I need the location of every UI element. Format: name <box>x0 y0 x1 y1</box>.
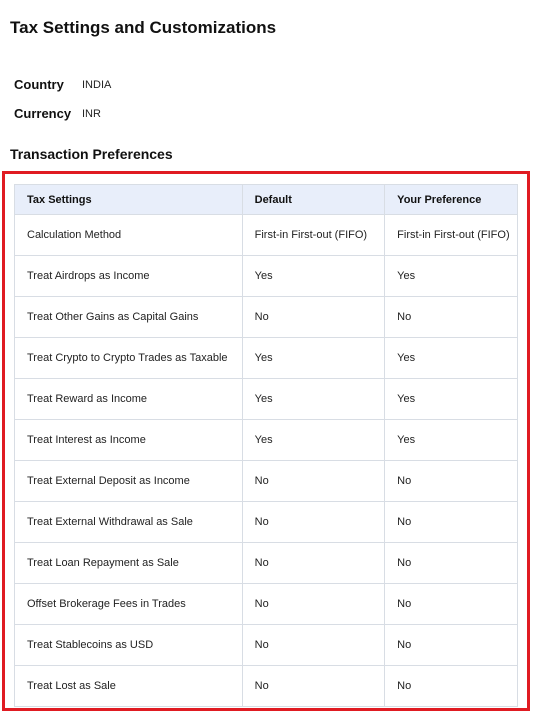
highlight-box <box>2 171 530 711</box>
preference-cell: No <box>385 461 518 502</box>
default-cell: No <box>242 584 385 625</box>
preference-cell: Yes <box>385 338 518 379</box>
setting-cell: Calculation Method <box>15 215 243 256</box>
country-value: INDIA <box>82 78 112 91</box>
table-row <box>15 502 518 543</box>
table-row <box>15 215 518 256</box>
default-cell: Yes <box>242 379 385 420</box>
setting-cell: Treat Airdrops as Income <box>15 256 243 297</box>
setting-cell: Treat Stablecoins as USD <box>15 625 243 666</box>
setting-cell: Treat Interest as Income <box>15 420 243 461</box>
table-row <box>15 379 518 420</box>
country-label: Country <box>14 77 64 92</box>
table-row <box>15 256 518 297</box>
table-row <box>15 584 518 625</box>
default-cell: No <box>242 461 385 502</box>
page-title: Tax Settings and Customizations <box>10 18 277 37</box>
table-row <box>15 420 518 461</box>
table-row <box>15 666 518 707</box>
default-cell: No <box>242 502 385 543</box>
setting-cell: Treat Loan Repayment as Sale <box>15 543 243 584</box>
preference-cell: No <box>385 625 518 666</box>
setting-cell: Offset Brokerage Fees in Trades <box>15 584 243 625</box>
default-cell: No <box>242 543 385 584</box>
default-cell: No <box>242 666 385 707</box>
setting-cell: Treat External Withdrawal as Sale <box>15 502 243 543</box>
currency-label: Currency <box>14 106 72 121</box>
setting-cell: Treat Lost as Sale <box>15 666 243 707</box>
table-row <box>15 461 518 502</box>
preference-cell: First-in First-out (FIFO) <box>385 215 518 256</box>
country-row <box>14 70 111 99</box>
setting-cell: Treat Crypto to Crypto Trades as Taxable <box>15 338 243 379</box>
preference-cell: Yes <box>385 256 518 297</box>
preference-cell: No <box>385 666 518 707</box>
preference-cell: No <box>385 297 518 338</box>
default-cell: Yes <box>242 420 385 461</box>
setting-cell: Treat Reward as Income <box>15 379 243 420</box>
table-row <box>15 297 518 338</box>
column-header-default: Default <box>242 185 385 215</box>
preference-cell: Yes <box>385 420 518 461</box>
preference-cell: No <box>385 584 518 625</box>
currency-row <box>14 99 111 128</box>
preference-cell: No <box>385 502 518 543</box>
table-row <box>15 543 518 584</box>
preference-cell: Yes <box>385 379 518 420</box>
default-cell: Yes <box>242 256 385 297</box>
table-row <box>15 338 518 379</box>
column-header-tax-settings: Tax Settings <box>15 185 243 215</box>
setting-cell: Treat External Deposit as Income <box>15 461 243 502</box>
preferences-table <box>14 184 518 707</box>
default-cell: Yes <box>242 338 385 379</box>
default-cell: No <box>242 297 385 338</box>
setting-cell: Treat Other Gains as Capital Gains <box>15 297 243 338</box>
currency-value: INR <box>82 107 101 120</box>
default-cell: First-in First-out (FIFO) <box>242 215 385 256</box>
location-info <box>14 70 111 128</box>
table-header-row <box>15 185 518 215</box>
column-header-your-preference: Your Preference <box>385 185 518 215</box>
default-cell: No <box>242 625 385 666</box>
table-row <box>15 625 518 666</box>
preference-cell: No <box>385 543 518 584</box>
transaction-preferences-title: Transaction Preferences <box>10 146 173 162</box>
